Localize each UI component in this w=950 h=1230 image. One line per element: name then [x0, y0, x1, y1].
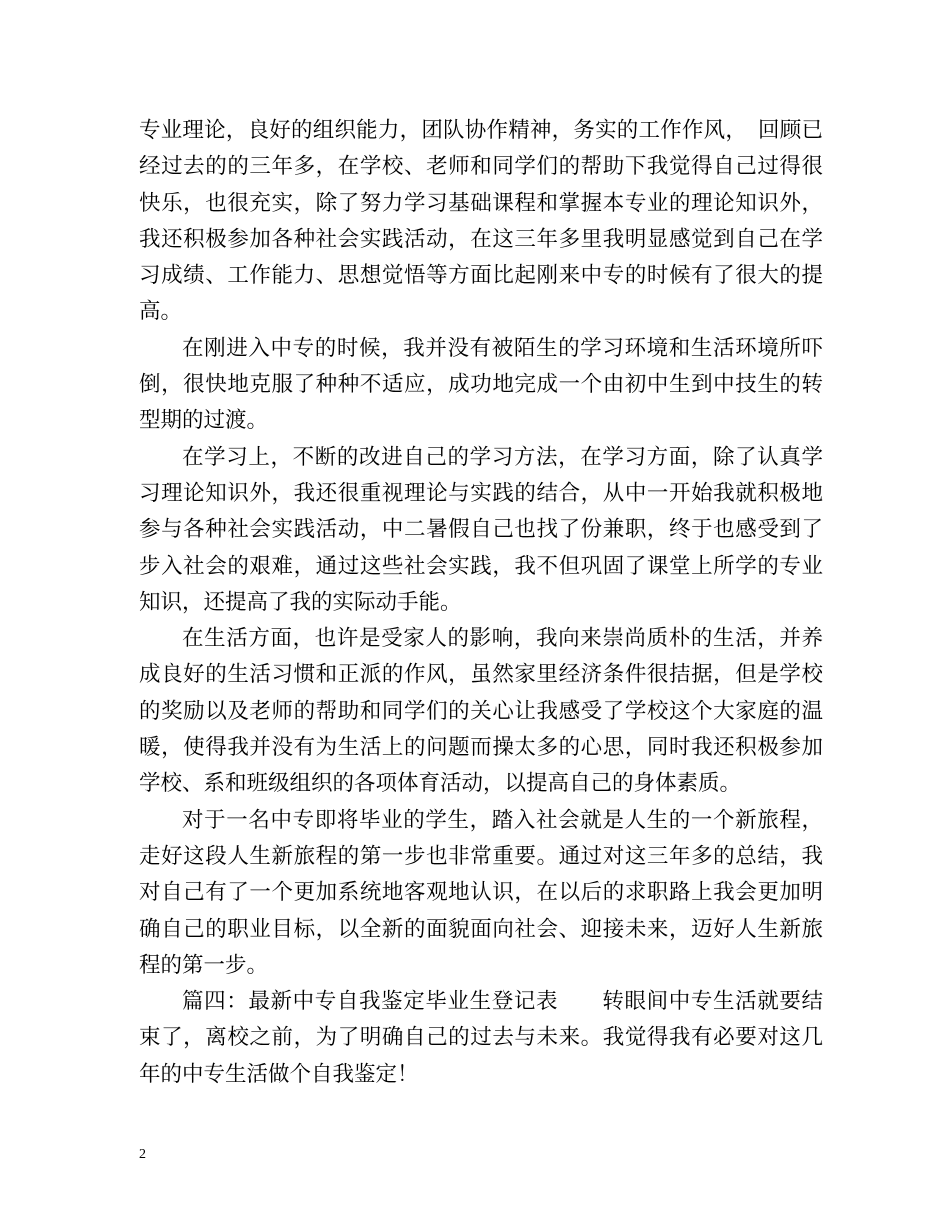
paragraph-6: 篇四：最新中专自我鉴定毕业生登记表 转眼间中专生活就要结束了，离校之前，为了明确自己的过去与未来。我觉得我有必要对这几年的中专生活做个自我鉴定！	[139, 989, 823, 1087]
paragraph-5: 对于一名中专即将毕业的学生，踏入社会就是人生的一个新旅程，走好这段人生新旅程的第一步也非常重要。通过对这三年多的总结，我对自己有了一个更加系统地客观地认识，在以后的求职路上我会更加明确自己的职业目标，以全新的面貌面向社会、迎接未来，迈好人生新旅程的第一步。	[139, 807, 823, 978]
paragraph-1: 专业理论，良好的组织能力，团队协作精神，务实的工作作风， 回顾已经过去的的三年多，在学校、老师和同学们的帮助下我觉得自己过得很快乐，也很充实，除了努力学习基础课程和掌握本专业的理论知识外，我还积极参加各种社会实践活动，在这三年多里我明显感觉到自己在学习成绩、工作能力、思想觉悟等方面比起刚来中专的时候有了很大的提高。	[139, 118, 823, 325]
paragraph-4: 在生活方面，也许是受家人的影响，我向来崇尚质朴的生活，并养成良好的生活习惯和正派的作风，虽然家里经济条件很拮据，但是学校的奖励以及老师的帮助和同学们的关心让我感受了学校这个大家庭的温暖，使得我并没有为生活上的问题而操太多的心思，同时我还积极参加学校、系和班级组织的各项体育活动，以提高自己的身体素质。	[139, 626, 823, 797]
paragraph-2: 在刚进入中专的时候，我并没有被陌生的学习环境和生活环境所吓倒，很快地克服了种种不适应，成功地完成一个由初中生到中技生的转型期的过渡。	[139, 335, 823, 434]
paragraph-3: 在学习上，不断的改进自己的学习方法，在学习方面，除了认真学习理论知识外，我还很重视理论与实践的结合，从中一开始我就积极地参与各种社会实践活动，中二暑假自己也找了份兼职，终于也感受到了步入社会的艰难，通过这些社会实践，我不但巩固了课堂上所学的专业知识，还提高了我的实际动手能。	[139, 444, 823, 615]
page-number: 2	[139, 1147, 146, 1162]
document-body	[139, 113, 823, 1093]
